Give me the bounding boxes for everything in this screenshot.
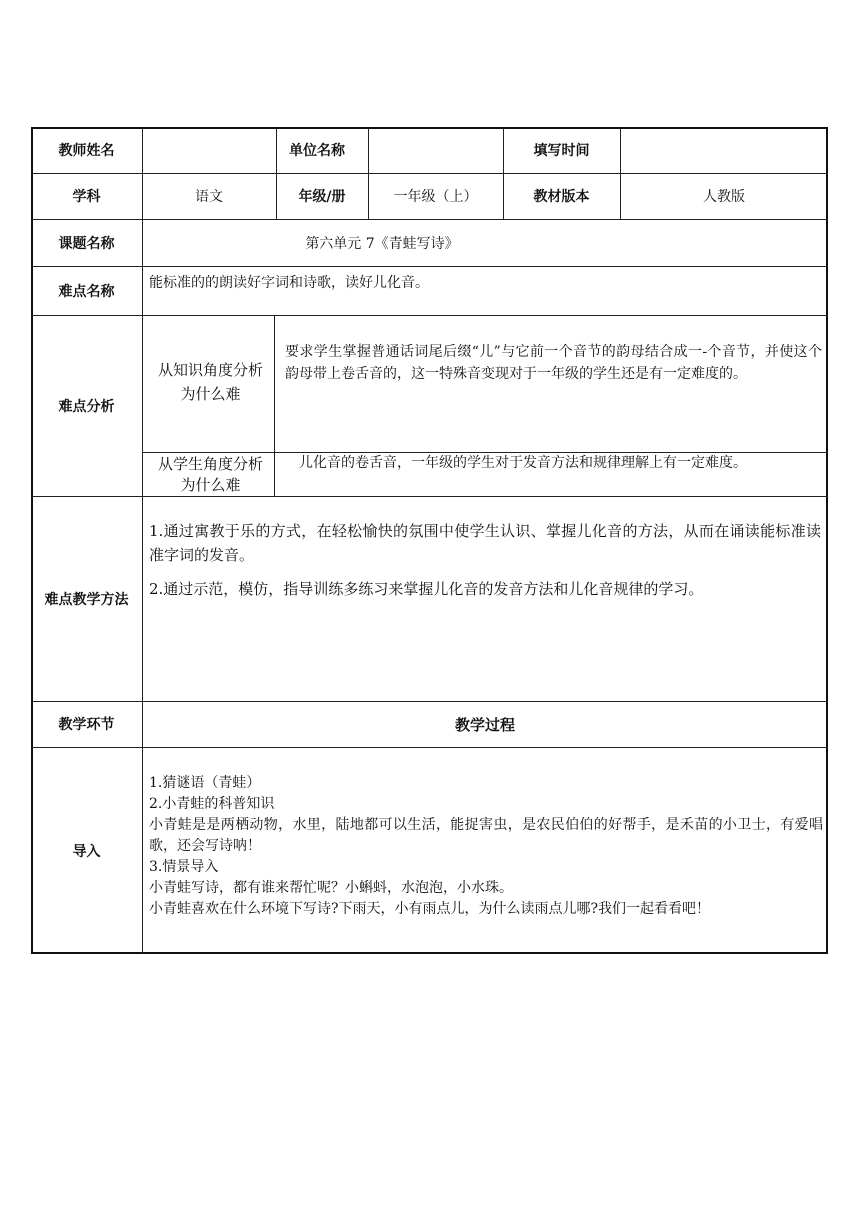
- intro-label: 导入: [72, 843, 101, 860]
- row-divider: [31, 747, 828, 748]
- student-angle-label: 从学生角度分析为什么难: [157, 454, 263, 494]
- lesson-plan-table: [31, 127, 828, 954]
- col-divider: [274, 315, 275, 496]
- intro-line: 小青蛙写诗，都有谁来帮忙呢？小蝌蚪，水泡泡，小水珠。: [149, 880, 513, 896]
- method-label: 难点教学方法: [44, 591, 129, 608]
- intro-line: 小青蛙是是两栖动物，水里，陆地都可以生活，能捉害虫，是农民伯伯的好帮手，是禾苗的小卫士，有爱唱歌，还会写诗呐！: [149, 817, 823, 854]
- grade-value: 一年级（上）: [393, 189, 478, 205]
- intro-line: 3.情景导入: [149, 859, 219, 875]
- fill-date-label: 填写时间: [533, 143, 590, 159]
- knowledge-angle-label: 从知识角度分析为什么难: [157, 361, 263, 403]
- topic-label: 课题名称: [58, 235, 115, 252]
- edition-value: 人教版: [703, 189, 745, 205]
- grade-label: 年级/册: [298, 189, 346, 205]
- unit-name-label: 单位名称: [289, 143, 345, 159]
- analysis-label: 难点分析: [58, 398, 115, 415]
- subject-value: 语文: [195, 189, 223, 205]
- row-divider: [31, 266, 828, 267]
- teacher-name-label: 教师姓名: [58, 143, 115, 159]
- intro-line: 2.小青蛙的科普知识: [149, 796, 275, 812]
- intro-line: 1.猜谜语（青蛙）: [149, 775, 261, 791]
- subject-label: 学科: [72, 189, 101, 205]
- row-divider: [31, 496, 828, 497]
- edition-label: 教材版本: [533, 189, 590, 205]
- process-header: 教学过程: [454, 715, 515, 734]
- row-divider: [31, 315, 828, 316]
- intro-line: 小青蛙喜欢在什么环境下写诗?下雨天，小有雨点儿，为什么读雨点儿哪?我们一起看看吧！: [149, 901, 711, 917]
- student-angle-text: 儿化音的卷舌音，一年级的学生对于发音方法和规律理解上有一定难度。: [299, 455, 747, 471]
- teacher-name-value: [142, 127, 276, 173]
- method-item-1: 1.通过寓教于乐的方式，在轻松愉快的氛围中使学生认识、掌握儿化音的方法，从而在诵读能标准读准字词的发音。: [149, 522, 821, 564]
- difficulty-value: 能标准的的朗读好字词和诗歌，读好儿化音。: [149, 275, 429, 291]
- unit-name-value: [368, 127, 503, 173]
- stage-header: 教学环节: [58, 717, 115, 733]
- intro-content: [149, 773, 823, 920]
- fill-date-value: [620, 127, 828, 173]
- difficulty-label: 难点名称: [58, 283, 115, 300]
- knowledge-angle-text: 要求学生掌握普通话词尾后缀“儿”与它前一个音节的韵母结合成一-个音节，并使这个韵母带上卷舌音的，这一特殊音变现对于一年级的学生还是有一定难度的。: [285, 344, 822, 382]
- method-item-2: 2.通过示范，模仿，指导训练多练习来掌握儿化音的发音方法和儿化音规律的学习。: [149, 580, 704, 598]
- topic-value: 第六单元 7《青蛙写诗》: [305, 235, 459, 252]
